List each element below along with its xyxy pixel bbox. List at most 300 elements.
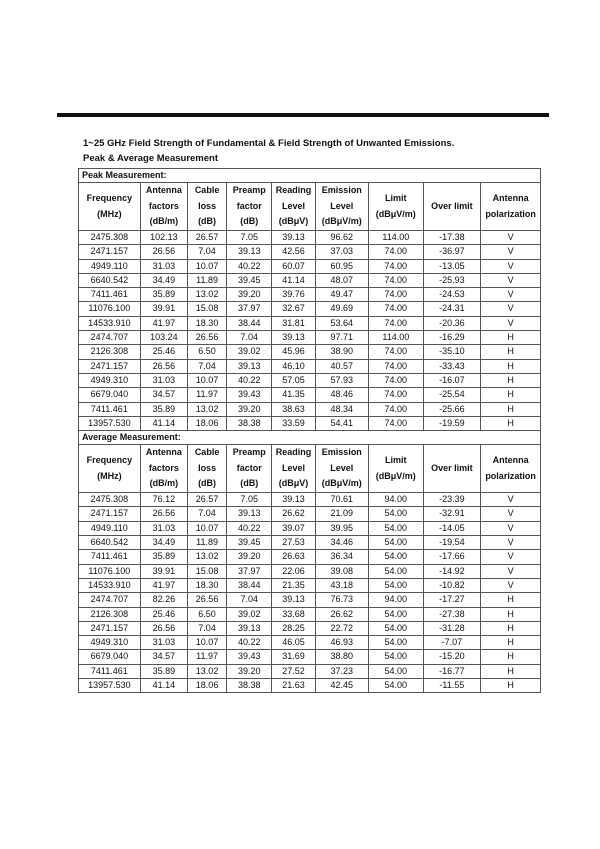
table-cell: 40.22 — [227, 521, 272, 535]
table-cell: H — [481, 416, 541, 430]
table-cell: 82.26 — [140, 593, 187, 607]
table-cell: -19.54 — [423, 536, 481, 550]
table-row — [79, 416, 541, 430]
table-row — [79, 621, 541, 635]
table-cell: 42.45 — [315, 679, 368, 693]
table-cell: 54.00 — [369, 664, 424, 678]
table-row — [79, 664, 541, 678]
table-cell: 54.00 — [369, 578, 424, 592]
column-header-line: Limit — [385, 455, 407, 466]
table-cell: 41.35 — [272, 388, 315, 402]
table-cell: 7411.461 — [79, 550, 141, 564]
table-cell: H — [481, 402, 541, 416]
table-row — [79, 402, 541, 416]
table-row — [79, 650, 541, 664]
table-cell: 54.00 — [369, 507, 424, 521]
table-cell: V — [481, 521, 541, 535]
table-cell: -14.05 — [423, 521, 481, 535]
column-header-line: (dB) — [240, 478, 259, 489]
table-cell: 26.56 — [140, 245, 187, 259]
table-cell: 27.53 — [272, 536, 315, 550]
table-cell: 39.91 — [140, 564, 187, 578]
table-cell: 26.56 — [140, 359, 187, 373]
table-cell: 54.41 — [315, 416, 368, 430]
column-header — [423, 183, 481, 231]
table-cell: 21.09 — [315, 507, 368, 521]
column-header-line: Antenna — [145, 447, 182, 458]
table-cell: 2474.707 — [79, 593, 141, 607]
table-cell: 31.03 — [140, 521, 187, 535]
table-cell: 39.13 — [227, 507, 272, 521]
table-cell: 35.89 — [140, 402, 187, 416]
table-cell: 54.00 — [369, 679, 424, 693]
table-cell: 74.00 — [369, 302, 424, 316]
column-header-line: Preamp — [232, 447, 266, 458]
table-cell: V — [481, 564, 541, 578]
column-header-line: (dBμV/m) — [375, 208, 416, 219]
table-row — [79, 578, 541, 592]
table-cell: H — [481, 388, 541, 402]
table-cell: 39.13 — [227, 359, 272, 373]
table-cell: H — [481, 679, 541, 693]
table-cell: 35.89 — [140, 550, 187, 564]
table-cell: 40.22 — [227, 636, 272, 650]
table-cell: 49.69 — [315, 302, 368, 316]
table-cell: 7.04 — [188, 507, 227, 521]
table-cell: V — [481, 578, 541, 592]
table-cell: 54.00 — [369, 564, 424, 578]
table-cell: 11.97 — [188, 650, 227, 664]
table-cell: 6640.542 — [79, 273, 141, 287]
table-cell: -16.29 — [423, 331, 481, 345]
table-cell: -23.39 — [423, 493, 481, 507]
table-cell: 114.00 — [369, 331, 424, 345]
table-row — [79, 288, 541, 302]
column-header — [272, 445, 315, 493]
table-cell: 74.00 — [369, 288, 424, 302]
column-header-line: factor — [236, 200, 262, 211]
table-row — [79, 373, 541, 387]
table-cell: 7411.461 — [79, 664, 141, 678]
column-header-line: Preamp — [232, 185, 266, 196]
table-cell: H — [481, 607, 541, 621]
table-cell: 18.30 — [188, 578, 227, 592]
table-cell: 54.00 — [369, 636, 424, 650]
column-header — [79, 445, 141, 493]
column-header-line: Level — [281, 462, 305, 473]
table-cell: 37.03 — [315, 245, 368, 259]
table-cell: H — [481, 650, 541, 664]
table-cell: 46.05 — [272, 636, 315, 650]
table-cell: 37.97 — [227, 302, 272, 316]
table-cell: 114.00 — [369, 231, 424, 245]
table-cell: -19.59 — [423, 416, 481, 430]
table-cell: 31.03 — [140, 373, 187, 387]
section-row — [79, 169, 541, 183]
column-header-line: factors — [148, 462, 179, 473]
table-cell: 2471.157 — [79, 507, 141, 521]
column-header — [140, 445, 187, 493]
table-cell: -14.92 — [423, 564, 481, 578]
column-header-line: (dB) — [198, 216, 217, 227]
table-cell: 7.04 — [188, 621, 227, 635]
table-row — [79, 679, 541, 693]
table-cell: 7.04 — [227, 331, 272, 345]
table-cell: 74.00 — [369, 345, 424, 359]
table-cell: 38.38 — [227, 416, 272, 430]
table-cell: V — [481, 536, 541, 550]
table-cell: H — [481, 621, 541, 635]
page-subtitle: Peak & Average Measurement — [83, 153, 218, 164]
table-cell: -16.07 — [423, 373, 481, 387]
section-row — [79, 431, 541, 445]
column-header-line: polarization — [485, 470, 536, 481]
table-cell: -15.20 — [423, 650, 481, 664]
table-row — [79, 593, 541, 607]
table-row — [79, 302, 541, 316]
table-cell: 26.56 — [188, 331, 227, 345]
column-header-line: Emission — [321, 447, 362, 458]
table-cell: 41.97 — [140, 316, 187, 330]
table-cell: 11076.100 — [79, 302, 141, 316]
table-cell: H — [481, 359, 541, 373]
column-header-line: (dB/m) — [149, 216, 179, 227]
table-cell: 39.43 — [227, 388, 272, 402]
table-cell: 54.00 — [369, 536, 424, 550]
table-cell: 22.06 — [272, 564, 315, 578]
table-row — [79, 273, 541, 287]
table-cell: 18.06 — [188, 679, 227, 693]
measurement-table — [78, 168, 541, 693]
table-row — [79, 331, 541, 345]
table-cell: 6.50 — [188, 345, 227, 359]
table-cell: 38.90 — [315, 345, 368, 359]
table-cell: 11.89 — [188, 536, 227, 550]
table-cell: 60.95 — [315, 259, 368, 273]
top-rule — [57, 113, 549, 117]
table-cell: 74.00 — [369, 259, 424, 273]
table-cell: 2471.157 — [79, 359, 141, 373]
table-cell: 94.00 — [369, 493, 424, 507]
table-cell: -33.43 — [423, 359, 481, 373]
table-cell: 45.96 — [272, 345, 315, 359]
table-cell: 39.13 — [272, 493, 315, 507]
table-cell: H — [481, 345, 541, 359]
table-cell: 39.45 — [227, 273, 272, 287]
column-header-line: (dB) — [240, 216, 259, 227]
table-cell: 13.02 — [188, 550, 227, 564]
table-cell: 33.59 — [272, 416, 315, 430]
table-cell: 39.20 — [227, 664, 272, 678]
table-cell: 26.56 — [140, 621, 187, 635]
table-cell: V — [481, 316, 541, 330]
table-cell: 27.52 — [272, 664, 315, 678]
table-cell: -13.05 — [423, 259, 481, 273]
table-cell: -24.53 — [423, 288, 481, 302]
table-cell: 39.13 — [272, 231, 315, 245]
table-cell: 10.07 — [188, 636, 227, 650]
table-cell: 13957.530 — [79, 416, 141, 430]
table-cell: H — [481, 593, 541, 607]
table-cell: 2475.308 — [79, 493, 141, 507]
table-cell: 103.24 — [140, 331, 187, 345]
table-cell: 39.13 — [227, 245, 272, 259]
table-cell: 40.22 — [227, 373, 272, 387]
column-header-line: Frequency — [86, 455, 133, 466]
table-cell: 2471.157 — [79, 621, 141, 635]
column-header-line: Emission — [321, 185, 362, 196]
table-cell: -36.97 — [423, 245, 481, 259]
table-cell: 26.62 — [272, 507, 315, 521]
table-cell: 48.46 — [315, 388, 368, 402]
table-cell: 41.97 — [140, 578, 187, 592]
table-cell: 6.50 — [188, 607, 227, 621]
header-row — [79, 445, 541, 493]
table-cell: 97.71 — [315, 331, 368, 345]
table-cell: 10.07 — [188, 521, 227, 535]
table-cell: 46.93 — [315, 636, 368, 650]
table-cell: 54.00 — [369, 550, 424, 564]
table-cell: 31.81 — [272, 316, 315, 330]
table-cell: 15.08 — [188, 564, 227, 578]
column-header-line: (dBμV/m) — [321, 478, 362, 489]
table-cell: 6679.040 — [79, 650, 141, 664]
table-cell: 74.00 — [369, 359, 424, 373]
table-cell: 13.02 — [188, 402, 227, 416]
table-cell: -11.55 — [423, 679, 481, 693]
table-cell: 2471.157 — [79, 245, 141, 259]
table-cell: 39.95 — [315, 521, 368, 535]
table-cell: 94.00 — [369, 593, 424, 607]
table-cell: -27.38 — [423, 607, 481, 621]
table-cell: 39.13 — [272, 593, 315, 607]
table-cell: 7.04 — [188, 359, 227, 373]
table-cell: 39.02 — [227, 607, 272, 621]
table-cell: 22.72 — [315, 621, 368, 635]
table-cell: 26.62 — [315, 607, 368, 621]
table-cell: 49.47 — [315, 288, 368, 302]
column-header — [369, 445, 424, 493]
column-header — [423, 445, 481, 493]
table-cell: 39.43 — [227, 650, 272, 664]
column-header-line: Frequency — [86, 193, 133, 203]
table-cell: 39.02 — [227, 345, 272, 359]
column-header — [369, 183, 424, 231]
column-header — [315, 445, 368, 493]
table-cell: 74.00 — [369, 245, 424, 259]
table-cell: V — [481, 302, 541, 316]
table-row — [79, 636, 541, 650]
table-cell: 2126.308 — [79, 607, 141, 621]
table-cell: 2126.308 — [79, 345, 141, 359]
table-cell: 38.63 — [272, 402, 315, 416]
column-header-line: (dBμV/m) — [375, 470, 416, 481]
table-cell: 14533.910 — [79, 578, 141, 592]
table-cell: 53.64 — [315, 316, 368, 330]
table-cell: V — [481, 231, 541, 245]
table-cell: -32.91 — [423, 507, 481, 521]
table-cell: 76.73 — [315, 593, 368, 607]
table-cell: 39.07 — [272, 521, 315, 535]
column-header-line: Antenna — [492, 193, 529, 203]
column-header — [481, 445, 541, 493]
section-label: Average Measurement: — [79, 431, 541, 445]
table-cell: 40.22 — [227, 259, 272, 273]
column-header-line: (dBμV) — [278, 216, 309, 227]
column-header — [481, 183, 541, 231]
column-header-line: (dBμV/m) — [321, 216, 362, 227]
table-cell: -20.36 — [423, 316, 481, 330]
column-header-line: Cable — [194, 185, 220, 196]
table-cell: 26.56 — [140, 507, 187, 521]
table-cell: 54.00 — [369, 650, 424, 664]
table-cell: 39.20 — [227, 288, 272, 302]
table-cell: 34.49 — [140, 273, 187, 287]
table-cell: H — [481, 331, 541, 345]
table-cell: 37.97 — [227, 564, 272, 578]
table-cell: H — [481, 373, 541, 387]
table-cell: 13.02 — [188, 664, 227, 678]
table-row — [79, 536, 541, 550]
table-cell: H — [481, 636, 541, 650]
table-cell: -25.93 — [423, 273, 481, 287]
table-cell: -10.82 — [423, 578, 481, 592]
table-row — [79, 359, 541, 373]
table-cell: 6679.040 — [79, 388, 141, 402]
column-header — [315, 183, 368, 231]
column-header-line: (MHz) — [97, 470, 122, 481]
table-cell: 74.00 — [369, 316, 424, 330]
table-cell: V — [481, 507, 541, 521]
table-cell: 13957.530 — [79, 679, 141, 693]
table-cell: 39.13 — [227, 621, 272, 635]
table-cell: 4949.110 — [79, 521, 141, 535]
column-header-line: loss — [198, 462, 217, 473]
table-cell: 2475.308 — [79, 231, 141, 245]
table-cell: -17.66 — [423, 550, 481, 564]
table-cell: 10.07 — [188, 259, 227, 273]
table-cell: 39.76 — [272, 288, 315, 302]
column-header-line: Level — [281, 200, 305, 211]
table-row — [79, 345, 541, 359]
table-cell: 38.80 — [315, 650, 368, 664]
table-row — [79, 521, 541, 535]
column-header — [188, 183, 227, 231]
table-cell: -7.07 — [423, 636, 481, 650]
table-cell: 26.57 — [188, 231, 227, 245]
column-header — [227, 183, 272, 231]
table-cell: V — [481, 493, 541, 507]
table-cell: 34.46 — [315, 536, 368, 550]
column-header-line: polarization — [485, 208, 536, 219]
table-cell: -17.27 — [423, 593, 481, 607]
table-cell: 10.07 — [188, 373, 227, 387]
table-cell: 74.00 — [369, 373, 424, 387]
table-cell: 35.89 — [140, 664, 187, 678]
table-cell: 7.04 — [227, 593, 272, 607]
table-cell: 7.05 — [227, 493, 272, 507]
table-cell: 39.20 — [227, 402, 272, 416]
table-cell: 11.89 — [188, 273, 227, 287]
table-cell: 39.91 — [140, 302, 187, 316]
table-cell: 39.20 — [227, 550, 272, 564]
table-cell: 25.46 — [140, 345, 187, 359]
column-header-line: Over limit — [431, 200, 473, 211]
table-cell: 13.02 — [188, 288, 227, 302]
table-cell: 96.62 — [315, 231, 368, 245]
table-cell: 7.05 — [227, 231, 272, 245]
table-cell: 54.00 — [369, 521, 424, 535]
table-cell: 26.56 — [188, 593, 227, 607]
column-header-line: Cable — [194, 447, 220, 458]
table-cell: 33.68 — [272, 607, 315, 621]
table-cell: 21.63 — [272, 679, 315, 693]
column-header — [227, 445, 272, 493]
column-header-line: loss — [198, 200, 217, 211]
column-header — [272, 183, 315, 231]
table-cell: 35.89 — [140, 288, 187, 302]
table-cell: 26.57 — [188, 493, 227, 507]
table-row — [79, 231, 541, 245]
table-cell: 31.69 — [272, 650, 315, 664]
table-cell: 40.57 — [315, 359, 368, 373]
table-row — [79, 507, 541, 521]
column-header-line: (dB/m) — [149, 478, 179, 489]
column-header — [188, 445, 227, 493]
table-cell: -25.66 — [423, 402, 481, 416]
table-cell: 7.04 — [188, 245, 227, 259]
table-cell: 31.03 — [140, 636, 187, 650]
table-cell: 102.13 — [140, 231, 187, 245]
table-cell: 41.14 — [140, 416, 187, 430]
table-cell: 57.93 — [315, 373, 368, 387]
table-cell: 6640.542 — [79, 536, 141, 550]
table-cell: 11.97 — [188, 388, 227, 402]
table-cell: 11076.100 — [79, 564, 141, 578]
table-row — [79, 550, 541, 564]
column-header-line: Reading — [275, 185, 312, 196]
table-cell: V — [481, 550, 541, 564]
table-cell: 34.57 — [140, 388, 187, 402]
table-cell: 48.07 — [315, 273, 368, 287]
table-row — [79, 245, 541, 259]
column-header-line: Limit — [385, 193, 407, 203]
table-cell: 57.05 — [272, 373, 315, 387]
table-cell: 39.13 — [272, 331, 315, 345]
table-cell: 38.44 — [227, 316, 272, 330]
table-cell: -35.10 — [423, 345, 481, 359]
table-cell: 74.00 — [369, 416, 424, 430]
table-row — [79, 564, 541, 578]
table-cell: 76.12 — [140, 493, 187, 507]
table-cell: 42.56 — [272, 245, 315, 259]
table-cell: 37.23 — [315, 664, 368, 678]
column-header-line: (dB) — [198, 478, 217, 489]
table-cell: 31.03 — [140, 259, 187, 273]
table-cell: -17.38 — [423, 231, 481, 245]
column-header — [79, 183, 141, 231]
table-row — [79, 493, 541, 507]
table-cell: 21.35 — [272, 578, 315, 592]
table-cell: 15.08 — [188, 302, 227, 316]
table-cell: 34.49 — [140, 536, 187, 550]
table-cell: -25.54 — [423, 388, 481, 402]
table-cell: 18.30 — [188, 316, 227, 330]
table-cell: 26.63 — [272, 550, 315, 564]
table-cell: 36.34 — [315, 550, 368, 564]
table-cell: 7411.461 — [79, 288, 141, 302]
table-row — [79, 316, 541, 330]
